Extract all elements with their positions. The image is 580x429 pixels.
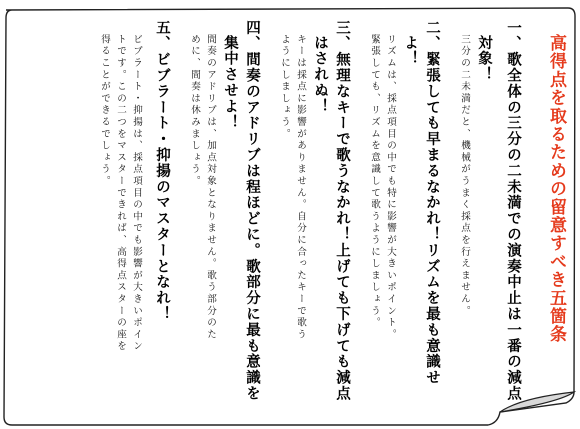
- section-5-body-line-2: トです。この二つをマスターできれば、高得点スターの座を: [115, 34, 126, 353]
- section-3-body-line-1: キーは採点に影響がありません。自分に合ったキーで歌う: [295, 34, 306, 341]
- section-3-body-line-2: ようにしましょう。: [279, 34, 290, 141]
- section-spacer: [169, 20, 183, 406]
- section-1-heading-line-1: 一、歌全体の三分の二未満での演奏中止は一番の減点: [505, 20, 522, 402]
- section-4-heading-line-2: 集中させよ！: [222, 35, 239, 131]
- section-2-body-line-1: リズムは、採点項目の中でも特に影響が大きいポイント。: [385, 34, 396, 341]
- section-4-heading-line-1: 四、間奏のアドリブは程ほどに。歌部分に最も意識を: [244, 20, 261, 402]
- section-5-body-line-1: ビブラート・抑揚は、採点項目の中でも影響が大きいポイン: [131, 34, 142, 353]
- section-1-body-line-1: 三分の二未満だと、機械がうまく採点を行えません。: [459, 34, 470, 318]
- document-title: 高得点を取るための留意すべき五箇条: [546, 34, 566, 344]
- section-1-heading-line-2: 対象！: [476, 35, 493, 83]
- section-3-heading-line-1: 三、無理なキーで歌うなかれ！上げても下げても減点: [334, 20, 351, 402]
- section-spacer: [349, 20, 363, 406]
- section-5-heading-line-1: 五、ビブラート・抑揚のマスターとなれ！: [154, 20, 171, 323]
- section-4-body-line-2: めに、間奏は休みましょう。: [189, 34, 200, 188]
- section-5-body-line-3: 得ることができるでしょう。: [99, 34, 110, 188]
- section-4-body-line-1: 間奏のアドリブは、加点対象となりません。歌う部分のた: [205, 34, 216, 341]
- section-spacer: [259, 20, 273, 406]
- vertical-text-area: [8, 20, 564, 406]
- section-spacer: [439, 20, 453, 406]
- section-2-body-line-2: 緊張しても、リズムを意識して歌うようにしましょう。: [369, 34, 380, 329]
- section-3-heading-line-2: はされぬ！: [312, 35, 329, 115]
- section-2-heading-line-1: 二、緊張しても早まるなかれ！リズムを最も意識せ: [424, 20, 441, 386]
- section-2-heading-line-2: よ！: [402, 35, 419, 67]
